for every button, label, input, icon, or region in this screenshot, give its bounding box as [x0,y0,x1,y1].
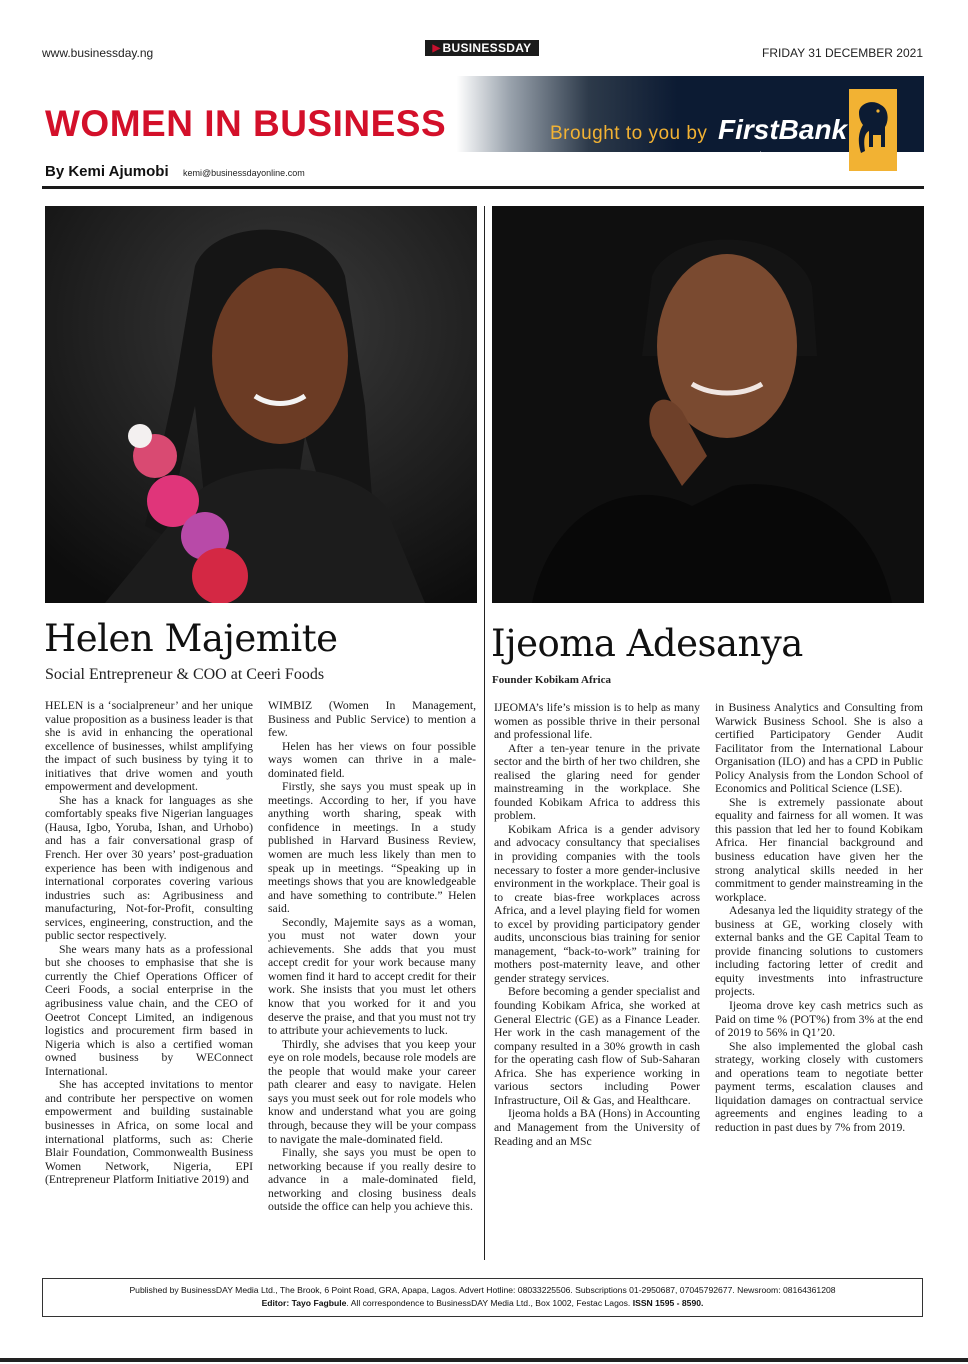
correspondence-text: . All correspondence to BusinessDAY Media Ltd., Box 1002, Festac Lagos. [346,1298,633,1308]
website-url[interactable]: www.businessday.ng [42,46,154,60]
column-divider [484,206,485,1260]
sponsor-prefix: Brought to you by [550,123,708,144]
helen-column-1 [45,699,253,1187]
paragraph: Before becoming a gender specialist and founding Kobikam Africa, she worked at General Electric (GE) as a Finance Leader. Her work in the cash management of the company resulted in a 30% growth in cash for the operating cash flow of Sub-Saharan Africa. She has experience working in various sectors including Power Infrastructure, Oil & Gas, and Healthcare. [494,985,700,1107]
profile-name-ijeoma: Ijeoma Adesanya [491,622,803,665]
paragraph: Ijeoma holds a BA (Hons) in Accounting and Management from the University of Reading and an MSc [494,1107,700,1148]
paragraph: Firstly, she says you must speak up in meetings. According to her, if you have anything worth sharing, speak with confidence in meetings. In a study published in Harvard Business Review, women are much less likely than men to speak up in meetings. “Speaking up in meetings shows that you are knowledgeable and have something to contribute.” Helen said. [268,780,476,916]
logo-text: BUSINESSDAY [442,41,532,55]
page-bottom-rule [0,1358,968,1362]
paragraph: She also implemented the global cash strategy, working closely with customers and operations team to negotiate better payment terms, escalation clauses and liquidation damages on contractual service agreements and engines leading to a reduction in past dues by 7% from 2019. [715,1039,923,1134]
sponsor-name: FirstBank [718,114,848,145]
helen-portrait-illustration [45,206,477,603]
paragraph: in Business Analytics and Consulting from Warwick Business School. She is also a certified Participatory Gender Audit Facilitator from the International Labour Organisation (ILO) and has a CPD in Public Policy Analysis from the London School of Economics and Political Science (LSE). [715,701,923,796]
issn-number: ISSN 1595 - 8590. [632,1298,704,1308]
paragraph: Helen has her views on four possible ways women can thrive in a male-dominated field. [268,739,476,780]
ijeoma-adesanya-photo [492,206,924,603]
section-title: WOMEN IN BUSINESS [45,103,447,144]
author-byline: By Kemi Ajumobi [45,163,169,180]
paragraph: She is extremely passionate about equality and fairness for all women. It was this passion that led her to found Kobikam Africa. Her financial background and business education have given her the strong analytical skills needed in her commitment to gender mainstreaming in the workplace. [715,795,923,904]
paragraph: Ijeoma drove key cash metrics such as Paid on time % (POT%) from 3% at the end of 2019 to 56% in Q1’20. [715,999,923,1040]
paragraph: Adesanya led the liquidity strategy of the business at GE, working closely with external banks and the GE Capital Team to provide financing solutions to customers including factoring letter of credit and equity investments into infrastructure projects. [715,904,923,999]
paragraph: She has a knack for languages as she comfortably speaks five Nigerian languages (Hausa, Igbo, Yoruba, Ishan, and Urhobo) and has a fair conversational grasp of French. Her over 30 years’ post-graduation experience has been with indigenous and international corporates covering various industries such as: Agribusiness and manufacturing, Not-for-Profit, consulting services, engineering, construction, and the public sector respectively. [45,793,253,943]
elephant-icon [851,95,895,165]
ijeoma-portrait-illustration [492,206,924,603]
publisher-info: Published by BusinessDAY Media Ltd., The Brook, 6 Point Road, GRA, Apapa, Lagos. Advert Hotline: 08033225506. Subscriptions 01-2950687, 07045792677. Newsroom: 08164361208 [129,1285,836,1295]
paragraph: After a ten-year tenure in the private sector and the birth of her two children, she realised the glaring need for gender mainstreaming in the workplace. She founded Kobikam Africa to address this problem. [494,741,700,823]
sponsor-since: Since 1894 [752,151,803,162]
paragraph: Thirdly, she advises that you keep your eye on role models, because role models are the people that would make your career path clearer and easy to navigate. Helen says you must seek out for role models who know and understand what you are going through, because they will be your compass to navigate the male-dominated field. [268,1037,476,1146]
issue-date: FRIDAY 31 DECEMBER 2021 [762,46,923,60]
paragraph: IJEOMA’s life’s mission is to help as many women as possible thrive in their personal and professional life. [494,701,700,742]
editor-label: Editor: Tayo Fagbule [261,1298,347,1308]
helen-column-2 [268,699,476,1214]
profile-name-helen: Helen Majemite [44,617,338,660]
paragraph: WIMBIZ (Women In Management, Business and Public Service) to mention a few. [268,699,476,740]
ijeoma-column-2 [715,701,923,1135]
profile-role-ijeoma: Founder Kobikam Africa [492,674,611,686]
author-email[interactable]: kemi@businessdayonline.com [183,168,305,178]
firstbank-elephant-logo [849,89,897,171]
header-divider [42,186,924,189]
ijeoma-column-1 [494,701,700,1148]
paragraph: Secondly, Majemite says as a woman, you must not water down your achievements. She adds that you must accept credit for your work because many women find it hard to accept credit for their work. She insists that you must let others know that you worked for it and you deserve the praise, and that you must not try to attribute your achievements to luck. [268,915,476,1038]
paragraph: Finally, she says you must be open to networking because if you really desire to advance in a male-dominated field, networking and closing business deals outside the office can help you achieve this. [268,1146,476,1214]
paragraph: She has accepted invitations to mentor and contribute her perspective on women empowerment and building sustainable businesses in Africa, on some local and international platforms, such as: Cherie Blair Foundation, Commonwealth Business Women Network, Nigeria, EPI (Entrepreneur Platform Initiative 2019) and [45,1078,253,1187]
editor-info [42,1298,923,1308]
paragraph: Kobikam Africa is a gender advisory and advocacy consultancy that specialises in providing companies with the tools necessary to foster a more gender-inclusive environment in the workplace. Their goal is to create bias-free workplaces across Africa, and a level playing field for women to excel by providing participatory gender audits, unconscious bias training for senior management, “back-to-work” training for mothers post-maternity leave, and other gender strategy services. [494,822,700,985]
paragraph: HELEN is a ‘socialpreneur’ and her unique value proposition as a business leader is that she is avid in enhancing the operational excellence of businesses, whilst amplifying the impact of such business by tying it to initiatives that drive women and youth empowerment and development. [45,699,253,794]
logo-arrow-icon: ▶ [432,42,441,54]
businessday-logo [425,40,539,56]
helen-majemite-photo [45,206,477,603]
profile-role-helen: Social Entrepreneur & COO at Ceeri Foods [45,666,325,683]
paragraph: She wears many hats as a professional but she chooses to emphasise that she is currently the Chief Operations Officer of Ceeri Foods, a social enterprise in the agribusiness value chain, and the CEO of Oeetrot Concept Limited, an indigenous logistics and procurement firm based in Nigeria which is also a certified woman owned business by WEConnect International. [45,942,253,1078]
